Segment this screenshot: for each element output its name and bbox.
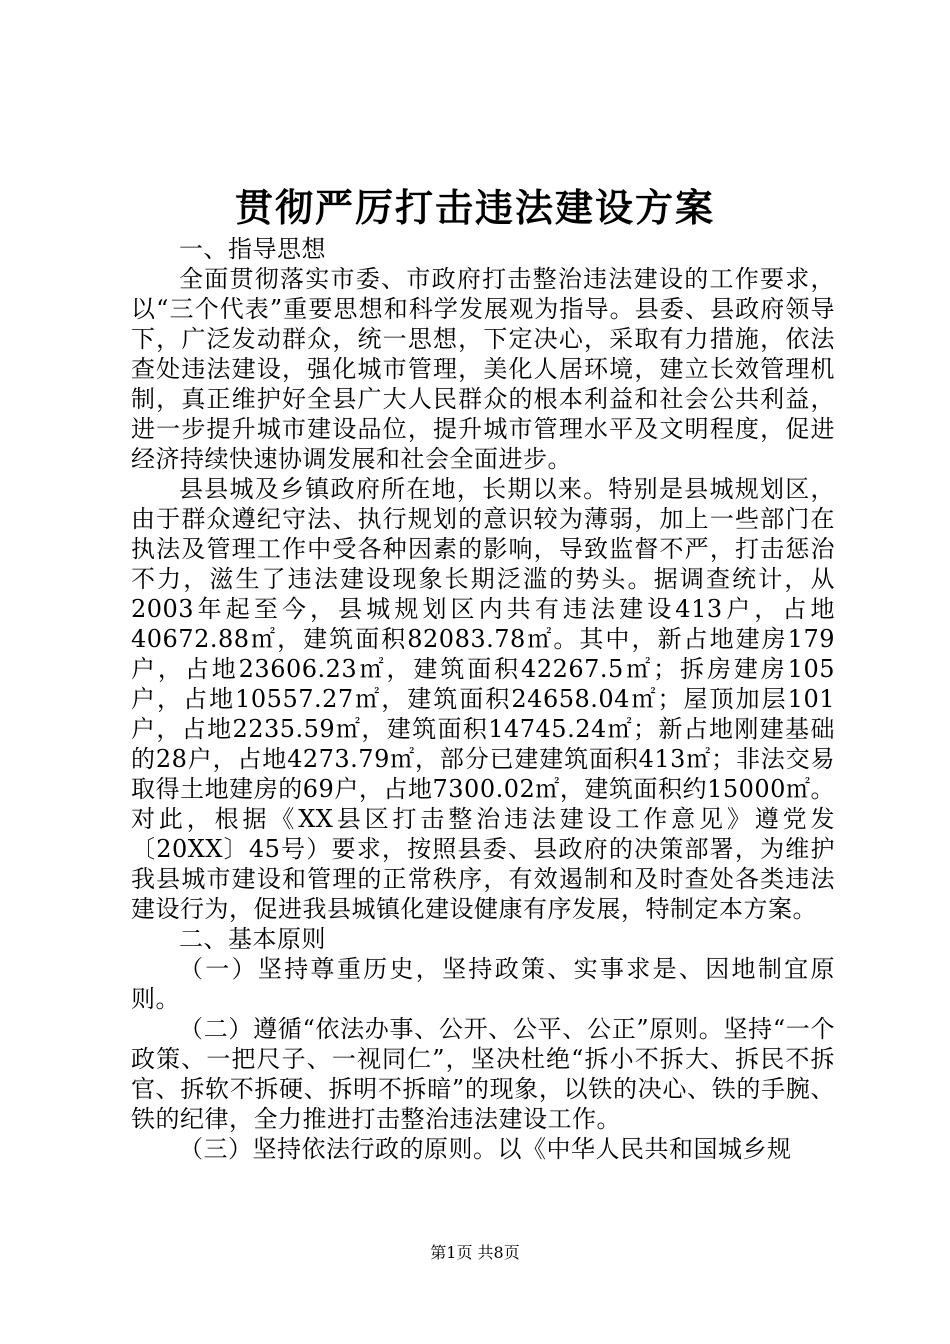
paragraph-guiding-ideology: 全面贯彻落实市委、市政府打击整治违法建设的工作要求，以“三个代表”重要思想和科学发展观为指导。县委、县政府领导下，广泛发动群众，统一思想，下定决心，采取有力措施，依法查处违法建设，强化城市管理，美化人居环境，建立长效管理机制，真正维护好全县广大人民群众的根本利益和社会公共利益，进一步提升城市建设品位，提升城市管理水平及文明程度，促进经济持续快速协调发展和社会全面进步。 [131,265,835,473]
document-body [131,234,835,1164]
paragraph-principle-1: （一）坚持尊重历史，坚持政策、实事求是、因地制宜原则。 [131,955,835,1013]
section-heading-guiding-ideology: 一、指导思想 [179,235,326,263]
paragraph-principle-3: （三）坚持依法行政的原则。以《中华人民共和国城乡规 [179,1135,792,1163]
paragraph-principle-2: （二）遵循“依法办事、公开、公平、公正”原则。坚持“一个政策、一把尺子、一视同仁”，坚决杜绝“拆小不拆大、拆民不拆官、拆软不拆硬、拆明不拆暗”的现象，以铁的决心、铁的手腕、铁的纪律，全力推进打击整治违法建设工作。 [131,1015,835,1133]
paragraph-background-statistics: 县县城及乡镇政府所在地，长期以来。特别是县城规划区，由于群众遵纪守法、执行规划的意识较为薄弱，加上一些部门在执法及管理工作中受各种因素的影响，导致监督不严，打击惩治不力，滋生了违法建设现象长期泛滥的势头。据调查统计，从2003年起至今，县城规划区内共有违法建设413户，占地40672.88㎡，建筑面积82083.78㎡。其中，新占地建房179户，占地23606.23㎡，建筑面积42267.5㎡；拆房建房105户，占地10557.27㎡，建筑面积24658.04㎡；屋顶加层101户，占地2235.59㎡，建筑面积14745.24㎡；新占地刚建基础的28户，占地4273.79㎡，部分已建建筑面积413㎡；非法交易取得土地建房的69户，占地7300.02㎡，建筑面积约15000㎡。对此，根据《XX县区打击整治违法建设工作意见》遵党发〔20XX〕45号）要求，按照县委、县政府的决策部署，为维护我县城市建设和管理的正常秩序，有效遏制和及时查处各类违法建设行为，促进我县城镇化建设健康有序发展，特制定本方案。 [131,475,835,923]
page-footer: 第1页 共8页 [430,1243,520,1262]
section-heading-basic-principles: 二、基本原则 [179,925,326,953]
document-title: 贯彻严厉打击违法建设方案 [234,185,715,230]
